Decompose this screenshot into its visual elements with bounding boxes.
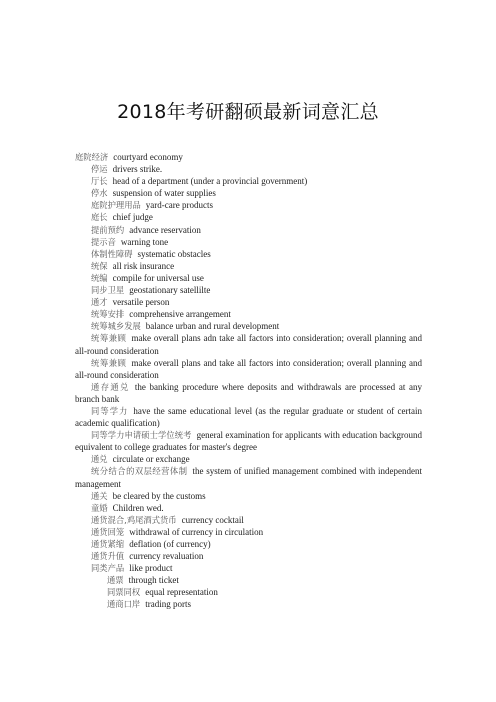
- term-english: compile for universal use: [112, 272, 204, 283]
- term-chinese: 通才: [91, 297, 108, 308]
- term-english: through ticket: [128, 575, 179, 586]
- term-chinese: 同类产品: [91, 563, 125, 574]
- glossary-entry: [75, 490, 422, 502]
- glossary-entry: [75, 175, 422, 187]
- glossary-entry: [75, 320, 422, 332]
- term-chinese: 通货升值: [91, 551, 125, 562]
- term-english: balance urban and rural development: [145, 321, 280, 332]
- term-chinese: 通存通兑: [91, 381, 130, 392]
- document-title: 2018年考研翻硕最新词意汇总: [117, 101, 379, 123]
- term-chinese: 提前预约: [91, 224, 125, 235]
- glossary-entry: [75, 248, 422, 260]
- term-english: the system of unified management combined with independent management: [75, 466, 422, 489]
- term-english: advance reservation: [129, 224, 201, 235]
- glossary-entry: [75, 163, 422, 175]
- term-chinese: 停运: [91, 164, 108, 175]
- term-chinese: 同票同权: [107, 587, 141, 598]
- glossary-entry: [75, 211, 422, 223]
- term-english: have the same educational level (as the regular graduate or student of certain academic qualification): [75, 405, 422, 429]
- term-chinese: 庭长: [91, 212, 108, 223]
- glossary-entry: [75, 224, 422, 236]
- glossary-entry: [75, 357, 422, 381]
- glossary-entry: [75, 550, 422, 562]
- term-english: chief judge: [112, 212, 153, 223]
- term-english: versatile person: [112, 297, 170, 308]
- glossary-entry: [75, 332, 422, 356]
- term-chinese: 通关: [91, 490, 108, 501]
- term-english: currency revaluation: [129, 551, 204, 562]
- glossary-entry: [75, 236, 422, 248]
- term-english: comprehensive arrangement: [129, 309, 231, 320]
- term-english: like product: [129, 563, 173, 574]
- glossary-entry: [75, 514, 422, 526]
- term-english: geostationary satellilte: [129, 285, 211, 296]
- glossary-entry: [75, 284, 422, 296]
- glossary-entry: [75, 429, 422, 453]
- glossary-entry: [75, 405, 422, 429]
- glossary-entry: [75, 308, 422, 320]
- glossary-entry: [75, 526, 422, 538]
- glossary-entry: [75, 538, 422, 550]
- term-english: make overall plans adn take all factors into consideration; overall planning and all-round consideration: [75, 333, 422, 356]
- term-chinese: 通货混合,鸡尾酒式货币: [91, 514, 177, 525]
- term-english: circulate or exchange: [112, 454, 190, 465]
- term-chinese: 通票: [107, 575, 124, 586]
- term-chinese: 统筹兼顾: [91, 357, 127, 368]
- term-english: make overall plans and take all factors into consideration; overall planning and all-round consideration: [75, 357, 422, 380]
- term-english: head of a department (under a provincial government): [112, 176, 308, 187]
- term-chinese: 统筹安排: [91, 309, 125, 320]
- glossary-entry: [75, 296, 422, 308]
- glossary-entry: [75, 453, 422, 465]
- term-chinese: 童婚: [91, 502, 108, 513]
- glossary-entry: [75, 574, 422, 586]
- term-english: systematic obstacles: [137, 248, 211, 259]
- term-english: equal representation: [145, 587, 218, 598]
- glossary-entry: [75, 465, 422, 489]
- term-english: the banking procedure where deposits and withdrawals are processed at any branch bank: [75, 381, 422, 404]
- term-chinese: 通兑: [91, 454, 108, 465]
- term-chinese: 统分结合的双层经营体制: [91, 466, 188, 477]
- term-chinese: 统筹城乡发展: [91, 321, 141, 332]
- term-chinese: 通商口岸: [107, 599, 141, 610]
- term-chinese: 通货紧缩: [91, 539, 125, 549]
- term-chinese: 同等学力: [91, 405, 129, 416]
- glossary-entry: [75, 502, 422, 514]
- term-chinese: 通货回笼: [91, 526, 125, 537]
- term-chinese: 统保: [91, 260, 108, 271]
- glossary-entry: [75, 598, 422, 610]
- term-english: deflation (of currency): [129, 539, 211, 549]
- term-english: trading ports: [145, 599, 191, 610]
- glossary-entry: [75, 151, 422, 163]
- glossary-entry: [75, 199, 422, 211]
- term-english: general examination for applicants with education background equivalent to college graduates for master's degree: [75, 430, 422, 453]
- term-english: yard-care products: [145, 200, 214, 211]
- term-chinese: 同等学力申请硕士学位统考: [91, 430, 192, 441]
- term-chinese: 统编: [91, 272, 108, 283]
- term-chinese: 体制性障碍: [91, 248, 133, 259]
- term-english: Children wed.: [112, 502, 164, 513]
- term-chinese: 厅长: [91, 176, 108, 187]
- term-english: warning tone: [120, 236, 169, 247]
- glossary-entry: [75, 187, 422, 199]
- term-english: be cleared by the customs: [112, 490, 206, 501]
- term-english: all risk insurance: [112, 260, 175, 271]
- term-chinese: 庭院经济: [75, 152, 109, 162]
- glossary-entry: [75, 272, 422, 284]
- term-chinese: 庭院护理用品: [91, 200, 141, 211]
- term-english: currency cocktail: [181, 514, 244, 525]
- glossary-entry: [75, 562, 422, 574]
- glossary-list: [75, 151, 422, 611]
- term-chinese: 统筹兼顾: [91, 333, 127, 344]
- term-english: suspension of water supplies: [112, 188, 216, 199]
- term-english: courtyard economy: [113, 152, 183, 162]
- term-chinese: 停水: [91, 188, 108, 199]
- term-english: withdrawal of currency in circulation: [129, 526, 264, 537]
- term-chinese: 提示音: [91, 236, 116, 247]
- glossary-entry: [75, 586, 422, 598]
- glossary-entry: [75, 260, 422, 272]
- term-chinese: 同步卫星: [91, 285, 125, 296]
- glossary-entry: [75, 381, 422, 405]
- term-english: drivers strike.: [112, 164, 163, 175]
